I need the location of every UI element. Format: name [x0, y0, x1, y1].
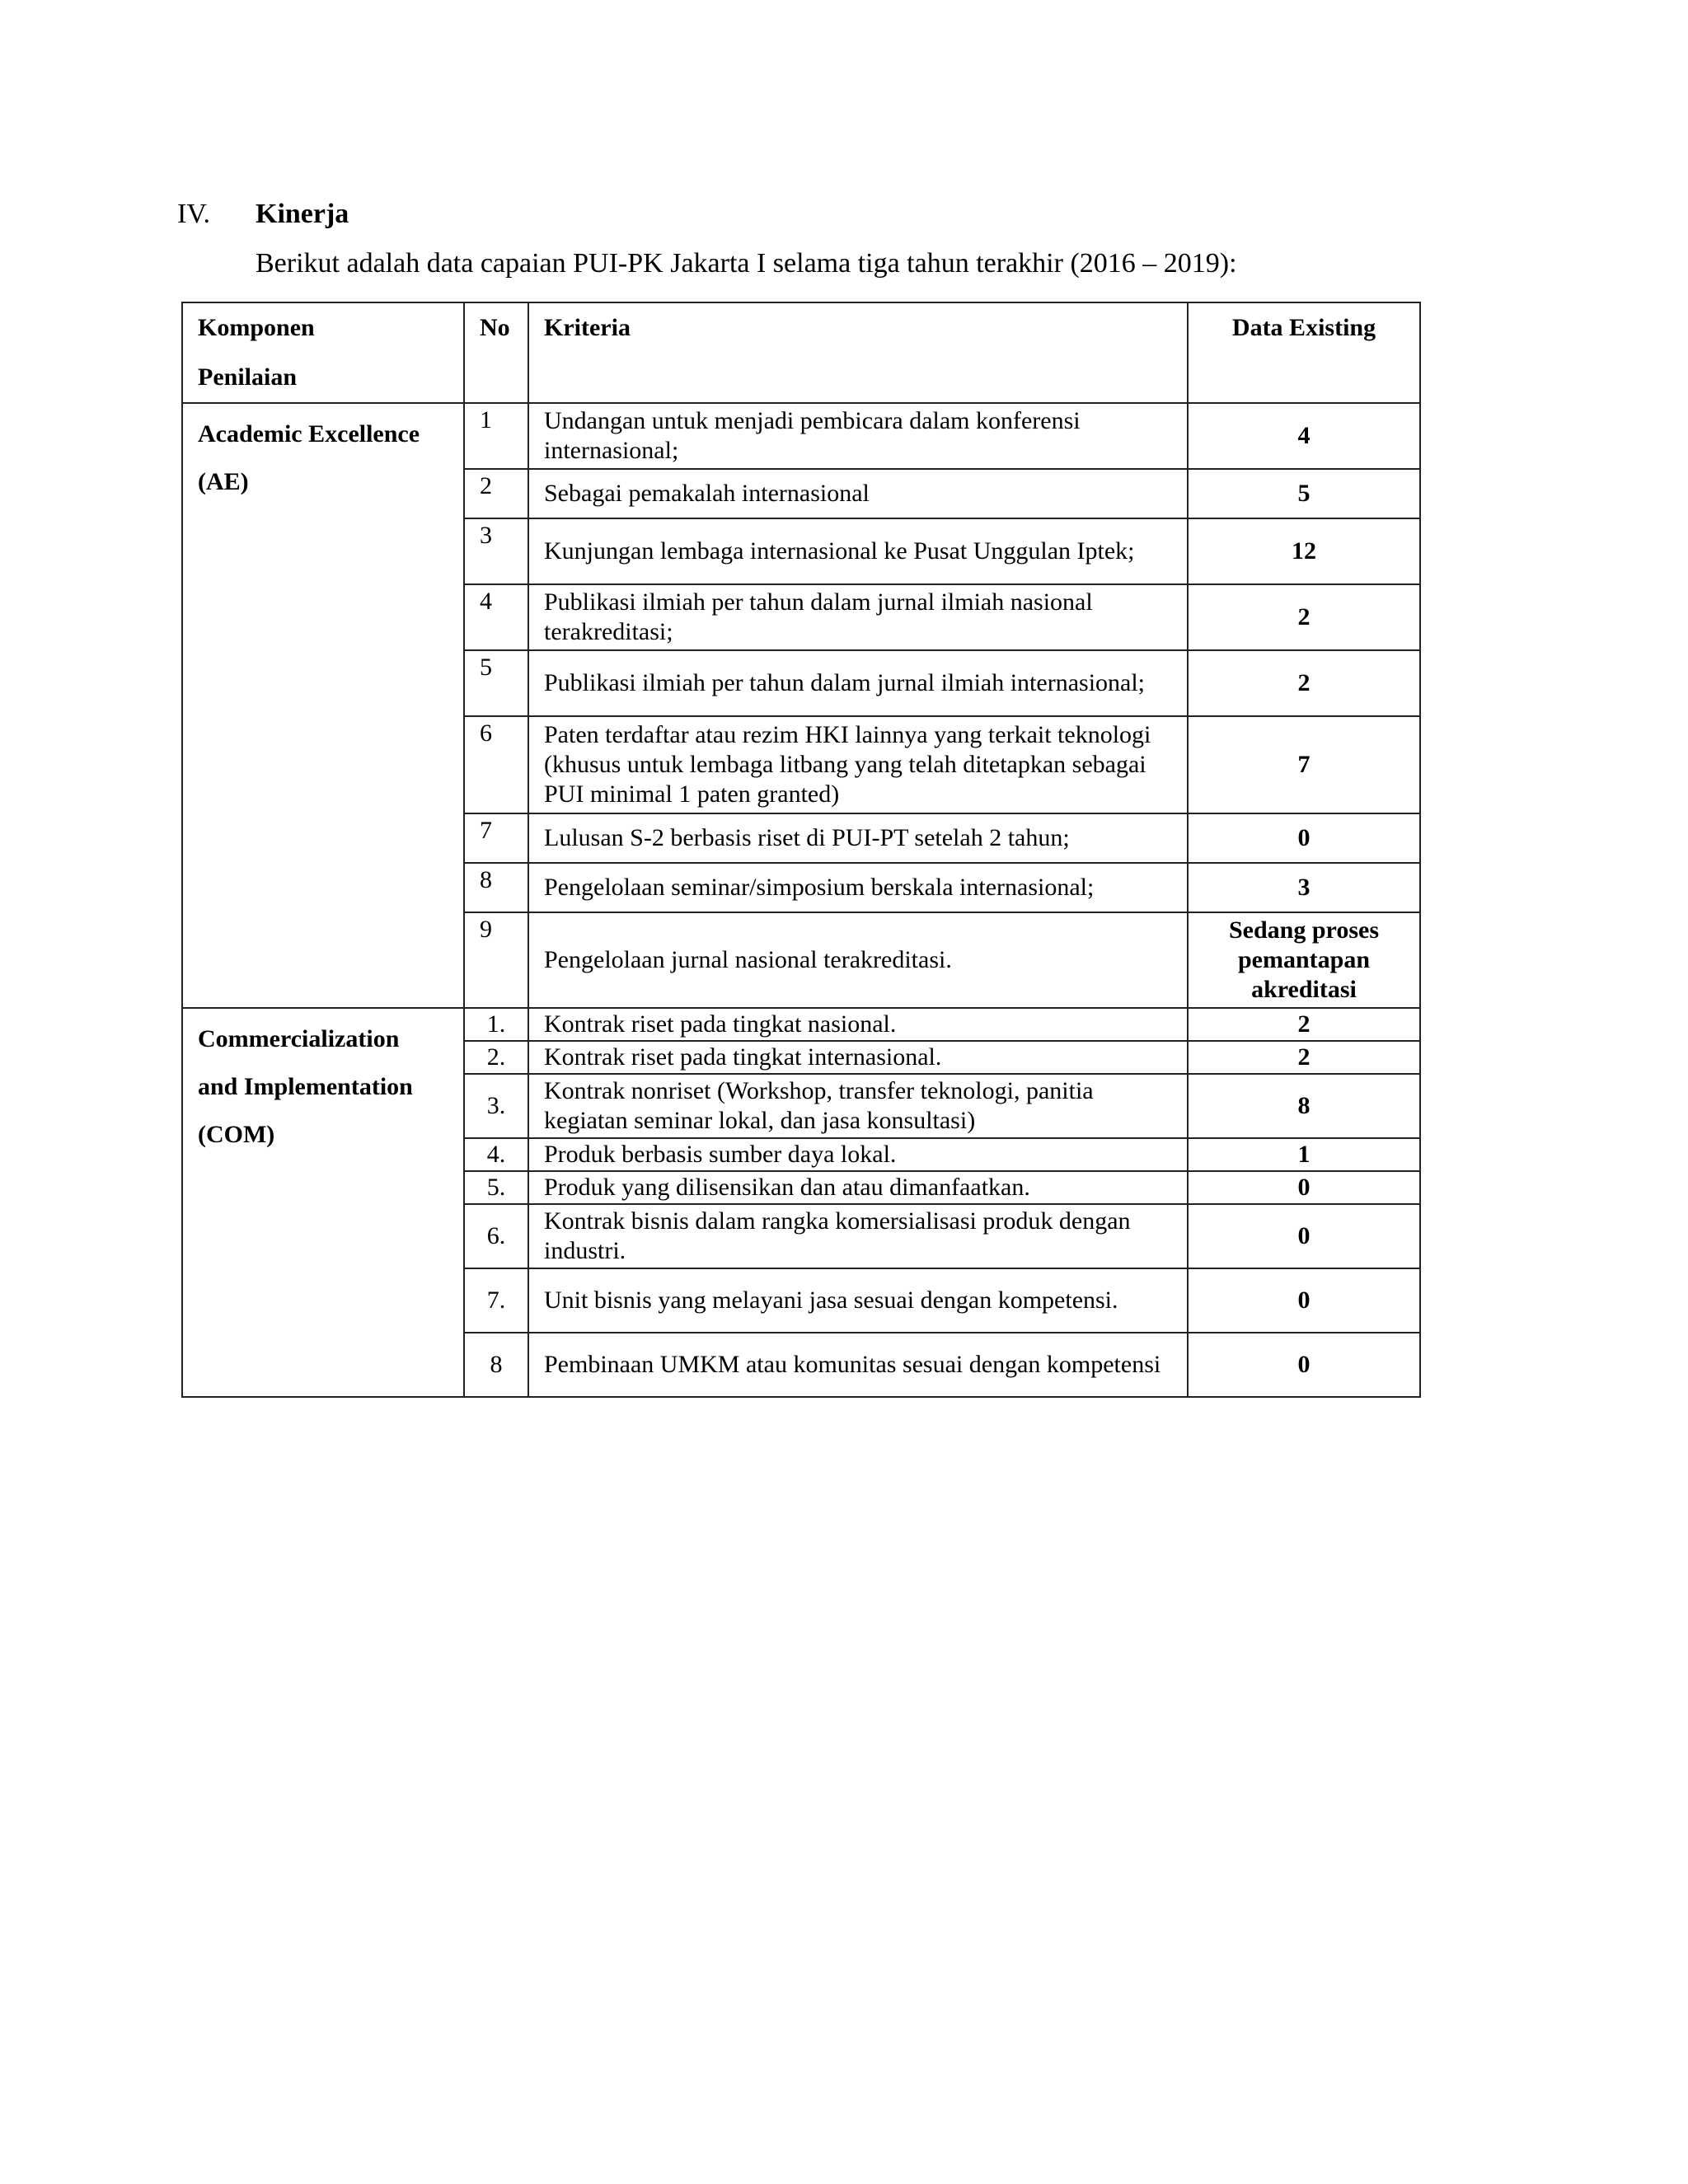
row-kriteria: Publikasi ilmiah per tahun dalam jurnal ilmiah internasional; — [528, 650, 1188, 716]
row-no: 4 — [464, 584, 528, 650]
table-header-row — [182, 302, 1420, 403]
table-row — [182, 1008, 1420, 1041]
com-component-label — [182, 1008, 464, 1397]
row-no: 5 — [464, 650, 528, 716]
row-no: 7 — [464, 813, 528, 863]
row-value: 2 — [1188, 1008, 1420, 1041]
row-kriteria: Kontrak bisnis dalam rangka komersialisasi produk dengan industri. — [528, 1204, 1188, 1268]
table-row — [182, 403, 1420, 469]
section-heading — [177, 196, 349, 232]
section-title: Kinerja — [256, 199, 349, 229]
row-kriteria: Sebagai pemakalah internasional — [528, 469, 1188, 518]
row-value: 0 — [1188, 1204, 1420, 1268]
ae-label-line2: (AE) — [198, 468, 249, 495]
row-value: 0 — [1188, 1171, 1420, 1204]
com-label-line3: (COM) — [198, 1121, 275, 1148]
row-kriteria: Pembinaan UMKM atau komunitas sesuai dengan kompetensi — [528, 1333, 1188, 1397]
row-kriteria: Kunjungan lembaga internasional ke Pusat Unggulan Iptek; — [528, 518, 1188, 584]
header-data-existing: Data Existing — [1188, 302, 1420, 403]
row-no: 1. — [464, 1008, 528, 1041]
row-value: 0 — [1188, 813, 1420, 863]
row-kriteria: Lulusan S-2 berbasis riset di PUI-PT setelah 2 tahun; — [528, 813, 1188, 863]
row-value: 5 — [1188, 469, 1420, 518]
com-group — [182, 1008, 1420, 1397]
row-kriteria: Undangan untuk menjadi pembicara dalam konferensi internasional; — [528, 403, 1188, 469]
row-value: Sedang proses pemantapan akreditasi — [1188, 912, 1420, 1008]
header-komponen-line2: Penilaian — [198, 363, 298, 391]
performance-table — [181, 302, 1421, 1398]
row-value: 2 — [1188, 650, 1420, 716]
row-no: 8 — [464, 863, 528, 912]
row-value: 4 — [1188, 403, 1420, 469]
com-label-line1: Commercialization — [198, 1025, 400, 1052]
row-value: 2 — [1188, 1041, 1420, 1074]
row-value: 0 — [1188, 1268, 1420, 1333]
intro-text: Berikut adalah data capaian PUI-PK Jakarta I selama tiga tahun terakhir (2016 – 2019): — [256, 248, 1237, 279]
row-value: 8 — [1188, 1074, 1420, 1138]
header-komponen — [182, 302, 464, 403]
ae-component-label — [182, 403, 464, 1008]
row-value: 0 — [1188, 1333, 1420, 1397]
row-kriteria: Kontrak riset pada tingkat nasional. — [528, 1008, 1188, 1041]
row-no: 2 — [464, 469, 528, 518]
row-value: 7 — [1188, 716, 1420, 813]
ae-group — [182, 403, 1420, 1008]
row-kriteria: Publikasi ilmiah per tahun dalam jurnal ilmiah nasional terakreditasi; — [528, 584, 1188, 650]
ae-label-line1: Academic Excellence — [198, 420, 420, 448]
row-no: 7. — [464, 1268, 528, 1333]
row-no: 5. — [464, 1171, 528, 1204]
row-kriteria: Paten terdaftar atau rezim HKI lainnya yang terkait teknologi (khusus untuk lembaga litbang yang telah ditetapkan sebagai PUI minimal 1 paten granted) — [528, 716, 1188, 813]
row-value: 3 — [1188, 863, 1420, 912]
row-no: 6 — [464, 716, 528, 813]
row-value: 12 — [1188, 518, 1420, 584]
row-no: 1 — [464, 403, 528, 469]
row-kriteria: Kontrak nonriset (Workshop, transfer teknologi, panitia kegiatan seminar lokal, dan jasa konsultasi) — [528, 1074, 1188, 1138]
header-kriteria: Kriteria — [528, 302, 1188, 403]
row-no: 4. — [464, 1138, 528, 1171]
header-no: No — [464, 302, 528, 403]
row-no: 6. — [464, 1204, 528, 1268]
com-label-line2: and Implementation — [198, 1073, 413, 1100]
header-komponen-line1: Komponen — [198, 314, 315, 341]
row-kriteria: Kontrak riset pada tingkat internasional. — [528, 1041, 1188, 1074]
row-value: 1 — [1188, 1138, 1420, 1171]
row-kriteria: Unit bisnis yang melayani jasa sesuai dengan kompetensi. — [528, 1268, 1188, 1333]
row-kriteria: Produk yang dilisensikan dan atau dimanfaatkan. — [528, 1171, 1188, 1204]
row-no: 2. — [464, 1041, 528, 1074]
row-kriteria: Produk berbasis sumber daya lokal. — [528, 1138, 1188, 1171]
row-kriteria: Pengelolaan seminar/simposium berskala internasional; — [528, 863, 1188, 912]
row-no: 3. — [464, 1074, 528, 1138]
row-no: 8 — [464, 1333, 528, 1397]
row-no: 3 — [464, 518, 528, 584]
row-value: 2 — [1188, 584, 1420, 650]
row-no: 9 — [464, 912, 528, 1008]
row-kriteria: Pengelolaan jurnal nasional terakreditasi. — [528, 912, 1188, 1008]
section-number: IV. — [177, 199, 210, 229]
